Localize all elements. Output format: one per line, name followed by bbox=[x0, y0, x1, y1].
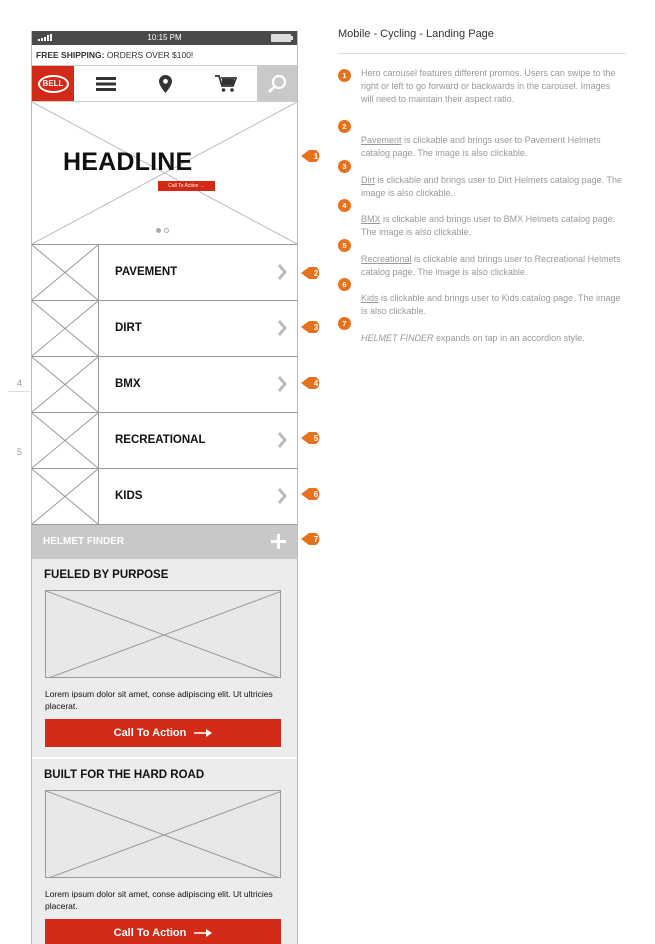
callout-number: 1 bbox=[313, 152, 319, 161]
category-row-pavement[interactable] bbox=[32, 245, 297, 301]
status-time: 10:15 PM bbox=[147, 33, 182, 42]
hero-cta-button[interactable]: Call To Action → bbox=[158, 181, 215, 191]
thumbnail-placeholder[interactable] bbox=[32, 413, 99, 468]
category-row-kids[interactable] bbox=[32, 469, 297, 525]
category-label[interactable]: KIDS bbox=[115, 490, 143, 502]
thumbnail-placeholder[interactable] bbox=[32, 301, 99, 356]
carousel-dots bbox=[156, 228, 169, 233]
hero-carousel[interactable] bbox=[32, 102, 297, 245]
note-2 bbox=[361, 134, 623, 160]
chevron-right-icon bbox=[277, 320, 287, 336]
callout-number: 4 bbox=[313, 379, 319, 388]
callout-number: 5 bbox=[313, 434, 319, 443]
callout-marker-5 bbox=[301, 431, 323, 445]
arrow-right-icon bbox=[194, 929, 212, 937]
margin-number-4: 4 bbox=[17, 378, 23, 388]
search-button[interactable] bbox=[257, 66, 297, 101]
search-icon bbox=[267, 74, 287, 94]
promo-title: FUELED BY PURPOSE bbox=[44, 569, 169, 581]
callout-number: 3 bbox=[313, 323, 319, 332]
battery-icon bbox=[271, 34, 291, 42]
notes-title: Mobile - Cycling - Landing Page bbox=[338, 28, 494, 40]
note-1 bbox=[361, 67, 623, 106]
shipping-banner bbox=[32, 45, 297, 66]
notes-divider bbox=[338, 53, 626, 54]
shipping-text: ORDERS OVER $100! bbox=[104, 50, 194, 60]
note-7 bbox=[361, 332, 623, 345]
hero-cta-label: Call To Action bbox=[168, 183, 199, 189]
promo-text: Lorem ipsum dolor sit amet, conse adipiscing elit. Ut ultricies placerat. bbox=[45, 889, 273, 911]
promo-image-placeholder bbox=[45, 590, 281, 678]
category-label[interactable]: BMX bbox=[115, 378, 141, 390]
promo-cta-label: Call To Action bbox=[113, 927, 187, 939]
callout-number: 6 bbox=[313, 490, 319, 499]
note-text: Hero carousel features different promos. Users can swipe to the right or left to go forward or backwards in the carousel. Images will need to maintain their aspect ratio. bbox=[361, 68, 616, 104]
phone-frame bbox=[31, 31, 298, 944]
promo-cta-label: Call To Action bbox=[113, 727, 187, 739]
helmet-finder-accordion[interactable] bbox=[32, 525, 297, 559]
note-6 bbox=[361, 292, 623, 318]
note-link[interactable]: Pavement bbox=[361, 135, 402, 145]
category-row-recreational[interactable] bbox=[32, 413, 297, 469]
note-badge-1: 1 bbox=[338, 69, 351, 82]
note-text: is clickable and brings user to Dirt Helmets catalog page. The image is also clickable. bbox=[361, 175, 622, 198]
callout-marker-2 bbox=[301, 266, 323, 280]
arrow-right-icon bbox=[194, 729, 212, 737]
note-badge-2: 2 bbox=[338, 120, 351, 133]
note-badge-7: 7 bbox=[338, 317, 351, 330]
margin-divider bbox=[8, 391, 30, 392]
note-5 bbox=[361, 253, 623, 279]
carousel-dot-active[interactable] bbox=[156, 228, 161, 233]
note-text: is clickable and brings user to Pavement Helmets catalog page. The image is also clickable. bbox=[361, 135, 601, 158]
note-text: is clickable and brings user to Recreational Helmets catalog page. The image is also clickable. bbox=[361, 254, 621, 277]
callout-marker-7 bbox=[301, 532, 323, 546]
note-link[interactable]: BMX bbox=[361, 214, 381, 224]
note-link[interactable]: Kids bbox=[361, 293, 379, 303]
note-badge-3: 3 bbox=[338, 160, 351, 173]
chevron-right-icon bbox=[277, 432, 287, 448]
callout-marker-4 bbox=[301, 376, 323, 390]
promo-text: Lorem ipsum dolor sit amet, conse adipiscing elit. Ut ultricies placerat. bbox=[45, 689, 273, 711]
callout-number: 7 bbox=[313, 535, 319, 544]
helmet-finder-label: HELMET FINDER bbox=[43, 536, 125, 547]
note-badge-5: 5 bbox=[338, 239, 351, 252]
note-3 bbox=[361, 174, 623, 200]
status-bar bbox=[32, 31, 297, 45]
chevron-right-icon bbox=[277, 376, 287, 392]
thumbnail-placeholder[interactable] bbox=[32, 469, 99, 524]
logo-text: BELL bbox=[38, 75, 69, 93]
hero-headline: HEADLINE bbox=[63, 148, 193, 176]
shipping-bold: FREE SHIPPING: bbox=[36, 50, 105, 60]
note-4 bbox=[361, 213, 623, 239]
category-label[interactable]: PAVEMENT bbox=[115, 266, 178, 278]
category-row-bmx[interactable] bbox=[32, 357, 297, 413]
thumbnail-placeholder[interactable] bbox=[32, 245, 99, 300]
chevron-right-icon bbox=[277, 488, 287, 504]
thumbnail-placeholder[interactable] bbox=[32, 357, 99, 412]
promo-title: BUILT FOR THE HARD ROAD bbox=[44, 769, 205, 781]
carousel-dot[interactable] bbox=[164, 228, 169, 233]
promo-image-placeholder bbox=[45, 790, 281, 878]
note-link[interactable]: Dirt bbox=[361, 175, 375, 185]
callout-marker-3 bbox=[301, 320, 323, 334]
promo-card bbox=[32, 559, 297, 759]
note-text: expands on tap in an accordion style. bbox=[433, 333, 585, 343]
note-emphasis: HELMET FINDER bbox=[361, 333, 434, 343]
note-text: is clickable and brings user to Kids catalog page. The image is also clickable. bbox=[361, 293, 621, 316]
cart-icon[interactable] bbox=[213, 66, 239, 101]
chevron-right-icon bbox=[277, 264, 287, 280]
bell-logo[interactable] bbox=[32, 66, 74, 101]
category-row-dirt[interactable] bbox=[32, 301, 297, 357]
nav-bar bbox=[32, 66, 297, 102]
promo-card bbox=[32, 759, 297, 944]
category-label[interactable]: DIRT bbox=[115, 322, 142, 334]
callout-marker-1 bbox=[301, 149, 323, 163]
note-badge-6: 6 bbox=[338, 278, 351, 291]
note-link[interactable]: Recreational bbox=[361, 254, 412, 264]
promo-cta-button[interactable] bbox=[45, 719, 281, 747]
note-badge-4: 4 bbox=[338, 199, 351, 212]
plus-icon[interactable] bbox=[271, 534, 286, 549]
promo-cta-button[interactable] bbox=[45, 919, 281, 944]
callout-marker-6 bbox=[301, 487, 323, 501]
callout-number: 2 bbox=[313, 269, 319, 278]
note-text: is clickable and brings user to BMX Helmets catalog page. The image is also clickable. bbox=[361, 214, 616, 237]
location-pin-icon[interactable] bbox=[154, 66, 176, 101]
menu-icon[interactable] bbox=[92, 66, 120, 101]
margin-number-5: 5 bbox=[17, 447, 23, 457]
category-label[interactable]: RECREATIONAL bbox=[115, 434, 206, 446]
